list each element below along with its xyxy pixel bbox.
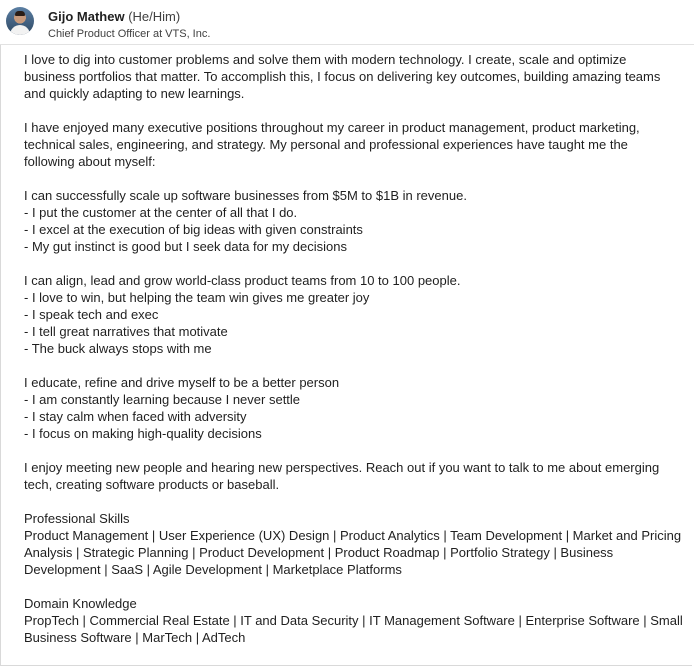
about-line: tech, creating software products or baseball. xyxy=(24,477,280,492)
skills-line: Product Management | User Experience (UX) Design | Product Analytics | Team Development | Market and Pricing xyxy=(24,528,682,543)
about-text xyxy=(24,51,690,646)
name-line xyxy=(48,9,180,25)
avatar-hair xyxy=(15,11,25,16)
about-line: - I love to win, but helping the team win gives me greater joy xyxy=(24,290,370,305)
about-line: - I speak tech and exec xyxy=(24,307,159,322)
about-line: technical sales, engineering, and strategy. My personal and professional experiences have taught me the xyxy=(24,137,628,152)
domain-line: Business Software | MarTech | AdTech xyxy=(24,630,246,645)
about-line: I educate, refine and drive myself to be a better person xyxy=(24,375,340,390)
about-line: - I put the customer at the center of all that I do. xyxy=(24,205,298,220)
about-line: following about myself: xyxy=(24,154,156,169)
skills-line: Analysis | Strategic Planning | Product Development | Product Roadmap | Portfolio Strategy | Business xyxy=(24,545,614,560)
about-line: and quickly adapting to new learnings. xyxy=(24,86,245,101)
domain-line: PropTech | Commercial Real Estate | IT and Data Security | IT Management Software | Enterprise Software | Small xyxy=(24,613,683,628)
profile-name[interactable]: Gijo Mathew xyxy=(48,9,125,24)
profile-header xyxy=(0,0,694,45)
about-line: I have enjoyed many executive positions throughout my career in product management, product marketing, xyxy=(24,120,640,135)
about-line: I love to dig into customer problems and solve them with modern technology. I create, scale and optimize xyxy=(24,52,627,67)
about-line: - My gut instinct is good but I seek data for my decisions xyxy=(24,239,347,254)
about-line: - I focus on making high-quality decisions xyxy=(24,426,262,441)
profile-pronouns: (He/Him) xyxy=(128,9,181,24)
about-line: - The buck always stops with me xyxy=(24,341,212,356)
about-line: I can successfully scale up software businesses from $5M to $1B in revenue. xyxy=(24,188,467,203)
profile-headline: Chief Product Officer at VTS, Inc. xyxy=(48,28,211,40)
skills-heading: Professional Skills xyxy=(24,511,130,526)
about-line: - I tell great narratives that motivate xyxy=(24,324,228,339)
about-line: - I excel at the execution of big ideas with given constraints xyxy=(24,222,363,237)
about-line: I can align, lead and grow world-class product teams from 10 to 100 people. xyxy=(24,273,461,288)
avatar[interactable] xyxy=(6,7,34,35)
avatar-shirt xyxy=(10,25,30,35)
about-line: - I stay calm when faced with adversity xyxy=(24,409,247,424)
about-line: - I am constantly learning because I never settle xyxy=(24,392,301,407)
skills-line: Development | SaaS | Agile Development | Marketplace Platforms xyxy=(24,562,402,577)
domain-heading: Domain Knowledge xyxy=(24,596,137,611)
about-line: I enjoy meeting new people and hearing new perspectives. Reach out if you want to talk to me about emerging xyxy=(24,460,660,475)
about-line: business portfolios that matter. To accomplish this, I focus on delivering key outcomes, building amazing teams xyxy=(24,69,661,84)
